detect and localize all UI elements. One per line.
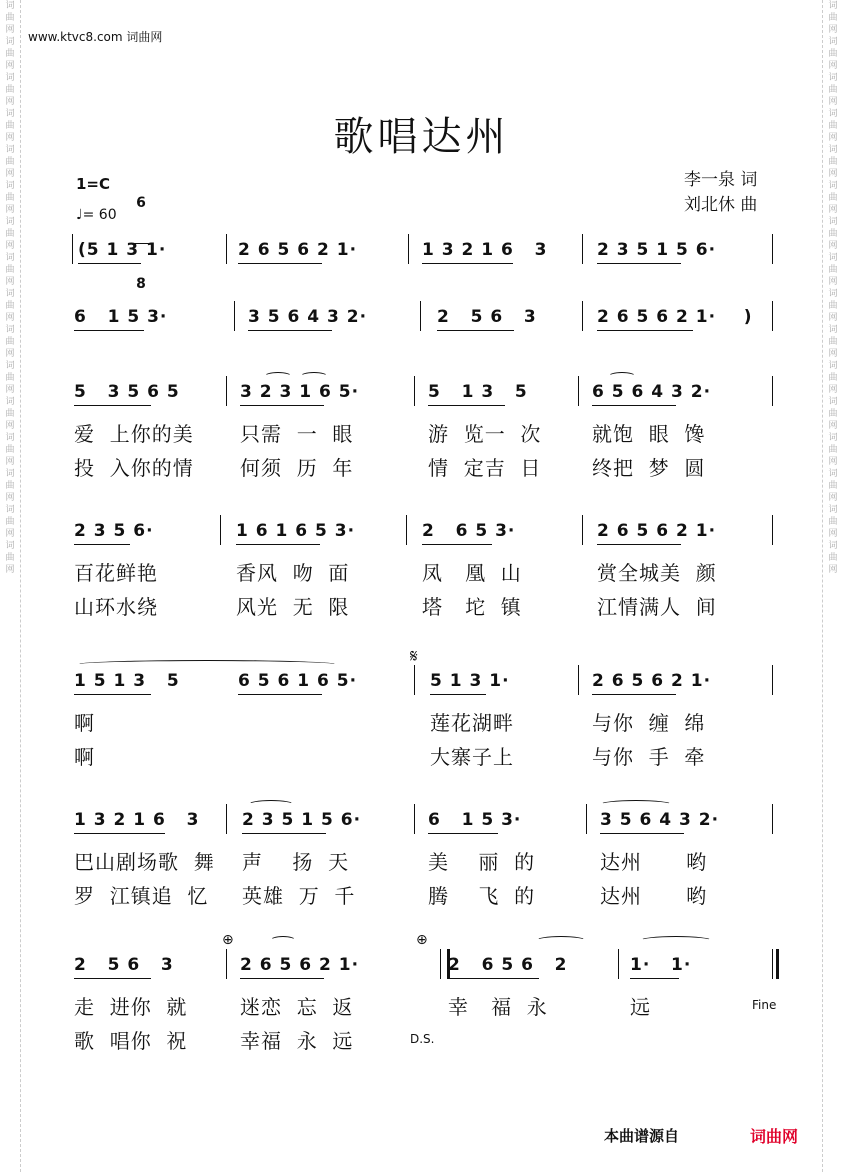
lyric-2: 山环水绕 bbox=[74, 595, 158, 619]
beam-underline bbox=[430, 694, 486, 695]
note-group: 2 6 5 6 2 1· bbox=[592, 671, 712, 691]
barline bbox=[226, 376, 227, 406]
barline bbox=[772, 949, 773, 979]
note-group: 2 5 6 3 bbox=[74, 955, 174, 975]
lyric-1: 凤 凰 山 bbox=[422, 561, 522, 585]
right-watermark: 词曲网词曲网词曲网词曲网词曲网词曲网词曲网词曲网词曲网词曲网词曲网词曲网词曲网词曲网词曲网词曲网 bbox=[828, 1, 838, 575]
note-group: 2 6 5 6 2 bbox=[448, 955, 568, 975]
note-group: 1 5 1 3 5 bbox=[74, 671, 180, 691]
beam-underline bbox=[240, 978, 324, 979]
lyric-1: 赏全城美 颜 bbox=[597, 561, 717, 585]
lyric-1: 与你 缠 绵 bbox=[592, 711, 706, 735]
double-barline bbox=[447, 949, 450, 979]
lyric-1: 迷恋 忘 返 bbox=[240, 995, 354, 1019]
barline bbox=[72, 234, 73, 264]
slur bbox=[600, 800, 672, 809]
meter-bottom: 8 bbox=[136, 276, 146, 292]
note-group: 2 5 6 3 bbox=[437, 307, 537, 327]
lyric-1: 游 览一 次 bbox=[428, 422, 542, 446]
barline bbox=[420, 301, 421, 331]
beam-underline bbox=[592, 694, 676, 695]
beam-underline bbox=[74, 978, 151, 979]
note-group: 1 3 2 1 6 3 bbox=[74, 810, 200, 830]
note-group: 6 5 6 1 6 5· bbox=[238, 671, 358, 691]
key-signature: 1=C bbox=[76, 175, 111, 193]
beam-underline bbox=[240, 405, 324, 406]
barline bbox=[578, 665, 579, 695]
lyric-1: 啊 bbox=[74, 711, 95, 735]
beam-underline bbox=[74, 544, 130, 545]
note-group: 6 1 5 3· bbox=[74, 307, 168, 327]
left-dashed-border bbox=[20, 0, 21, 1172]
note-group: 5 1 3 5 bbox=[428, 382, 528, 402]
right-dashed-border bbox=[822, 0, 823, 1172]
lyric-2: 罗 江镇追 忆 bbox=[74, 884, 209, 908]
beam-underline bbox=[600, 833, 684, 834]
double-barline bbox=[776, 949, 779, 979]
note-group: 2 6 5 6 2 1· bbox=[238, 240, 358, 260]
beam-underline bbox=[74, 405, 151, 406]
note-group: (5 1 3 1· bbox=[78, 240, 167, 260]
footer-source: 本曲谱源自 bbox=[604, 1127, 680, 1145]
meter-top: 6 bbox=[136, 195, 146, 211]
song-title: 歌唱达州 bbox=[333, 114, 510, 160]
coda-mark-2: ⊕ bbox=[416, 932, 428, 948]
slur bbox=[536, 936, 586, 945]
beam-underline bbox=[242, 833, 326, 834]
barline bbox=[414, 376, 415, 406]
lyric-1: 幸 福 永 bbox=[448, 995, 548, 1019]
barline bbox=[578, 376, 579, 406]
barline bbox=[234, 301, 235, 331]
note-group: 2 6 5 6 2 1· ) bbox=[597, 307, 753, 327]
lyric-1: 爱 上你的美 bbox=[74, 422, 194, 446]
barline bbox=[618, 949, 619, 979]
note-group: 2 6 5 3· bbox=[422, 521, 516, 541]
lyric-1: 达州 哟 bbox=[600, 850, 708, 874]
beam-underline bbox=[74, 330, 144, 331]
lyric-2: 投 入你的情 bbox=[74, 456, 194, 480]
lyric-2: 情 定吉 日 bbox=[428, 456, 542, 480]
lyric-1: 远 bbox=[630, 995, 651, 1019]
barline bbox=[226, 804, 227, 834]
lyric-2: 何须 历 年 bbox=[240, 456, 354, 480]
footer-logo: 词曲网 bbox=[750, 1127, 799, 1146]
note-group: 1 6 1 6 5 3· bbox=[236, 521, 356, 541]
slur bbox=[270, 936, 296, 945]
barline bbox=[226, 949, 227, 979]
slur bbox=[608, 372, 636, 381]
barline bbox=[772, 376, 773, 406]
beam-underline bbox=[630, 978, 679, 979]
barline bbox=[582, 234, 583, 264]
beam-underline bbox=[236, 544, 320, 545]
beam-underline bbox=[422, 544, 492, 545]
lyric-2: 达州 哟 bbox=[600, 884, 708, 908]
beam-underline bbox=[74, 694, 151, 695]
note-group: 3 5 6 4 3 2· bbox=[248, 307, 368, 327]
beam-underline bbox=[597, 263, 681, 264]
beam-underline bbox=[248, 330, 332, 331]
note-group: 2 3 5 1 5 6· bbox=[597, 240, 717, 260]
lyric-1: 巴山剧场歌 舞 bbox=[74, 850, 215, 874]
beam-underline bbox=[597, 544, 681, 545]
barline bbox=[408, 234, 409, 264]
lyric-2: 风光 无 限 bbox=[236, 595, 350, 619]
lyric-1: 走 进你 就 bbox=[74, 995, 188, 1019]
barline bbox=[406, 515, 407, 545]
fine-mark: Fine bbox=[752, 998, 777, 1012]
slur bbox=[248, 800, 294, 809]
lyric-2: 腾 飞 的 bbox=[428, 884, 536, 908]
note-group: 1 3 2 1 6 3 bbox=[422, 240, 548, 260]
left-watermark: 词曲网词曲网词曲网词曲网词曲网词曲网词曲网词曲网词曲网词曲网词曲网词曲网词曲网词曲网词曲网词曲网 bbox=[5, 1, 15, 575]
barline bbox=[220, 515, 221, 545]
barline bbox=[772, 804, 773, 834]
beam-underline bbox=[597, 330, 693, 331]
note-group: 3 5 6 4 3 2· bbox=[600, 810, 720, 830]
beam-underline bbox=[437, 330, 514, 331]
segno-mark: 𝄋 bbox=[410, 646, 418, 667]
note-group: 2 3 5 1 5 6· bbox=[242, 810, 362, 830]
beam-underline bbox=[428, 833, 498, 834]
lyric-1: 莲花湖畔 bbox=[430, 711, 514, 735]
beam-underline bbox=[592, 405, 676, 406]
barline bbox=[772, 234, 773, 264]
lyric-1: 就饱 眼 馋 bbox=[592, 422, 706, 446]
tempo-mark: ♩= 60 bbox=[76, 207, 117, 223]
beam-underline bbox=[422, 263, 513, 264]
coda-mark-1: ⊕ bbox=[222, 932, 234, 948]
note-group: 5 1 3 1· bbox=[430, 671, 510, 691]
lyric-2: 大寨子上 bbox=[430, 745, 514, 769]
note-group: 2 6 5 6 2 1· bbox=[240, 955, 360, 975]
lyric-1: 美 丽 的 bbox=[428, 850, 536, 874]
lyric-1: 香风 吻 面 bbox=[236, 561, 350, 585]
beam-underline bbox=[428, 405, 505, 406]
lyric-2: 与你 手 牵 bbox=[592, 745, 706, 769]
note-group: 2 3 5 6· bbox=[74, 521, 154, 541]
beam-underline bbox=[238, 263, 322, 264]
beam-underline bbox=[448, 978, 539, 979]
barline bbox=[440, 949, 441, 979]
note-group: 6 5 6 4 3 2· bbox=[592, 382, 712, 402]
barline bbox=[226, 234, 227, 264]
lyricist-credit: 李一泉 词 bbox=[684, 170, 758, 190]
lyric-1: 只需 一 眼 bbox=[240, 422, 354, 446]
lyric-2: 英雄 万 千 bbox=[242, 884, 356, 908]
lyric-1: 百花鲜艳 bbox=[74, 561, 158, 585]
beam-underline bbox=[74, 833, 165, 834]
ds-mark: D.S. bbox=[410, 1032, 435, 1046]
lyric-2: 江情满人 间 bbox=[597, 595, 717, 619]
barline bbox=[772, 515, 773, 545]
barline bbox=[414, 665, 415, 695]
site-url: www.ktvc8.com 词曲网 bbox=[28, 30, 163, 44]
slur bbox=[264, 372, 292, 381]
note-group: 5 3 5 6 5 bbox=[74, 382, 180, 402]
barline bbox=[582, 301, 583, 331]
slur bbox=[76, 660, 338, 669]
lyric-2: 终把 梦 圆 bbox=[592, 456, 706, 480]
composer-credit: 刘北休 曲 bbox=[684, 195, 758, 215]
beam-underline bbox=[78, 263, 141, 264]
barline bbox=[772, 301, 773, 331]
slur bbox=[640, 936, 712, 945]
slur bbox=[300, 372, 328, 381]
note-group: 6 1 5 3· bbox=[428, 810, 522, 830]
barline bbox=[586, 804, 587, 834]
lyric-2: 塔 坨 镇 bbox=[422, 595, 522, 619]
barline bbox=[582, 515, 583, 545]
barline bbox=[414, 804, 415, 834]
beam-underline bbox=[238, 694, 322, 695]
barline bbox=[772, 665, 773, 695]
note-group: 1· 1· bbox=[630, 955, 692, 975]
note-group: 2 6 5 6 2 1· bbox=[597, 521, 717, 541]
lyric-2: 幸福 永 远 bbox=[240, 1029, 354, 1053]
lyric-2: 歌 唱你 祝 bbox=[74, 1029, 188, 1053]
lyric-1: 声 扬 天 bbox=[242, 850, 350, 874]
time-signature bbox=[134, 163, 148, 308]
note-group: 3 2 3 1 6 5· bbox=[240, 382, 360, 402]
lyric-2: 啊 bbox=[74, 745, 95, 769]
